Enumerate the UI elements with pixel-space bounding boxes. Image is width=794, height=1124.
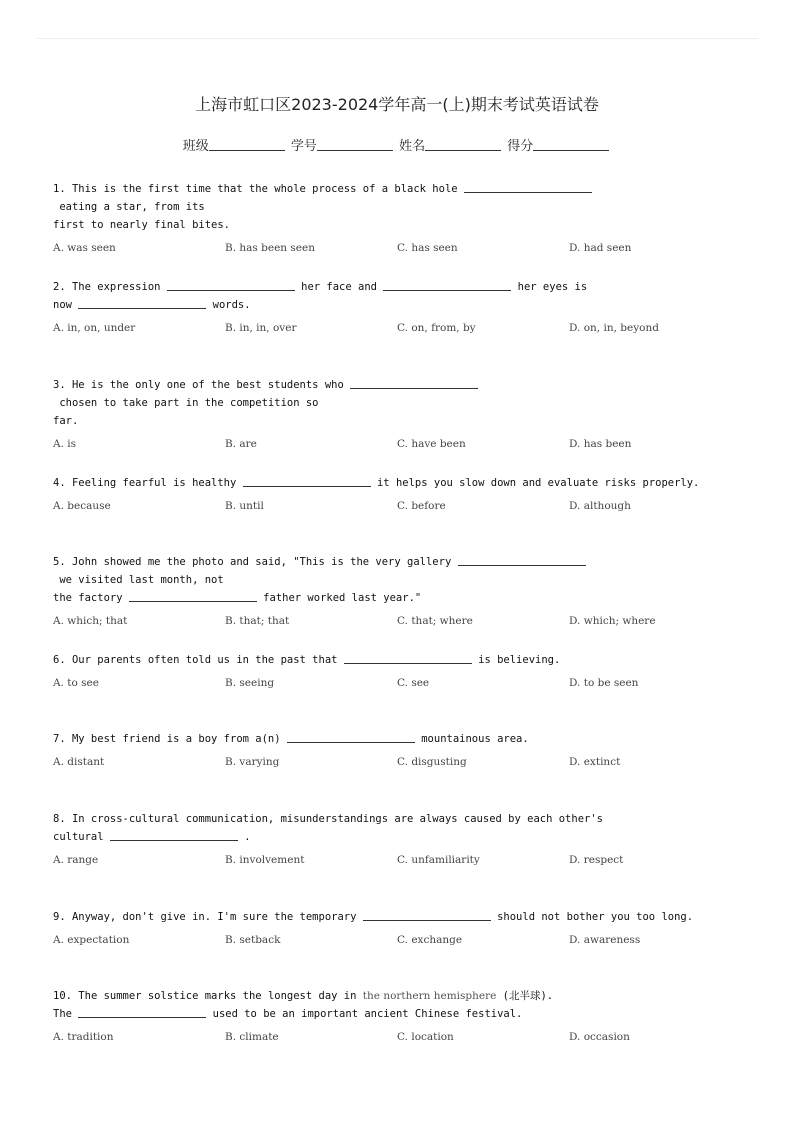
- stem-text: cultural: [53, 831, 110, 843]
- answer-blank[interactable]: [78, 1006, 206, 1018]
- info-class-line[interactable]: [209, 138, 285, 151]
- question-2: [53, 278, 743, 340]
- stem-text: .: [237, 831, 251, 843]
- option-d[interactable]: D. has been: [569, 438, 632, 450]
- option-c[interactable]: C. exchange: [397, 934, 463, 946]
- option-a[interactable]: A. because: [53, 500, 111, 512]
- option-c[interactable]: C. disgusting: [397, 756, 467, 768]
- question-stem-line: [53, 908, 743, 926]
- question-number: 6.: [53, 654, 72, 666]
- option-c[interactable]: C. that; where: [397, 615, 473, 627]
- option-c[interactable]: C. unfamiliarity: [397, 854, 480, 866]
- question-stem-line: [53, 651, 743, 669]
- option-d[interactable]: D. extinct: [569, 756, 621, 768]
- stem-text: He is the only one of the best students who: [71, 379, 351, 391]
- info-id-label: 学号: [290, 139, 317, 154]
- question-number: 9.: [53, 911, 72, 923]
- question-stem-line: [53, 278, 743, 296]
- answer-blank[interactable]: [363, 909, 491, 921]
- option-c[interactable]: C. see: [397, 677, 430, 689]
- page-title: 上海市虹口区2023-2024学年高一(上)期末考试英语试卷: [195, 95, 599, 114]
- option-a[interactable]: A. is: [53, 438, 77, 450]
- stem-text: her face and: [294, 281, 384, 293]
- answer-blank[interactable]: [458, 554, 586, 566]
- options-row: [53, 500, 743, 518]
- stem-text: mountainous area.: [414, 733, 529, 745]
- question-number: 1.: [53, 183, 72, 195]
- stem-text: (北半球).: [496, 990, 554, 1002]
- option-d[interactable]: D. to be seen: [569, 677, 639, 689]
- stem-text: should not bother you too long.: [490, 911, 694, 923]
- question-number: 8.: [53, 813, 72, 825]
- option-b[interactable]: B. until: [225, 500, 264, 512]
- option-b[interactable]: B. seeing: [225, 677, 275, 689]
- option-c[interactable]: C. have been: [397, 438, 466, 450]
- option-a[interactable]: A. which; that: [53, 615, 128, 627]
- option-d[interactable]: D. although: [569, 500, 631, 512]
- stem-text: her eyes is: [511, 281, 588, 293]
- question-stem-line: [53, 828, 743, 846]
- stem-text: used to be an important ancient Chinese festival.: [206, 1008, 523, 1020]
- question-8: [53, 810, 743, 872]
- question-number: 5.: [53, 556, 72, 568]
- answer-blank[interactable]: [110, 829, 238, 841]
- stem-text: chosen to take part in the competition so: [53, 397, 319, 409]
- question-stem-line: [53, 180, 743, 216]
- answer-blank[interactable]: [287, 731, 415, 743]
- stem-text: the factory: [53, 592, 129, 604]
- answer-blank[interactable]: [167, 279, 295, 291]
- question-stem-line: [53, 810, 743, 828]
- stem-text: This is the first time that the whole process of a black hole: [71, 183, 464, 195]
- options-row: [53, 438, 743, 456]
- stem-text: far.: [53, 415, 79, 427]
- question-stem-line: [53, 730, 743, 748]
- stem-text: In cross-cultural communication, misunderstandings are always caused by each other's: [71, 813, 603, 825]
- info-id-line[interactable]: [317, 138, 393, 151]
- stem-text: is believing.: [471, 654, 561, 666]
- highlighted-term: the northern hemisphere: [362, 990, 497, 1002]
- question-10: [53, 987, 743, 1049]
- options-row: [53, 854, 743, 872]
- question-9: [53, 908, 743, 952]
- info-name-label: 姓名: [399, 139, 426, 154]
- question-stem-line: [53, 1005, 743, 1023]
- option-a[interactable]: A. tradition: [53, 1031, 114, 1043]
- stem-text: The expression: [71, 281, 167, 293]
- answer-blank[interactable]: [344, 652, 472, 664]
- stem-text: first to nearly final bites.: [53, 219, 231, 231]
- stem-text: it helps you slow down and evaluate risks properly.: [370, 477, 700, 489]
- stem-text: words.: [206, 299, 251, 311]
- option-b[interactable]: B. varying: [225, 756, 280, 768]
- question-4: [53, 474, 743, 518]
- stem-text: now: [53, 299, 79, 311]
- option-c[interactable]: C. on, from, by: [397, 322, 476, 334]
- stem-text: The: [53, 1008, 79, 1020]
- option-c[interactable]: C. location: [397, 1031, 454, 1043]
- stem-text: father worked last year.": [256, 592, 422, 604]
- option-b[interactable]: B. involvement: [225, 854, 305, 866]
- question-stem-line: [53, 553, 743, 589]
- options-row: [53, 322, 743, 340]
- stem-text: John showed me the photo and said, "This is the very gallery: [71, 556, 458, 568]
- option-c[interactable]: C. before: [397, 500, 446, 512]
- question-stem-line: [53, 474, 743, 492]
- info-name-line[interactable]: [425, 138, 501, 151]
- question-6: [53, 651, 743, 695]
- options-row: [53, 615, 743, 633]
- answer-blank[interactable]: [129, 590, 257, 602]
- top-divider: [36, 38, 758, 39]
- question-stem-line: [53, 987, 743, 1005]
- question-stem-line: [53, 376, 743, 412]
- option-d[interactable]: D. awareness: [569, 934, 641, 946]
- option-b[interactable]: B. setback: [225, 934, 281, 946]
- option-b[interactable]: B. are: [225, 438, 257, 450]
- option-a[interactable]: A. was seen: [53, 242, 116, 254]
- option-a[interactable]: A. to see: [53, 677, 99, 689]
- answer-blank[interactable]: [464, 181, 592, 193]
- option-d[interactable]: D. which; where: [569, 615, 656, 627]
- option-a[interactable]: A. range: [53, 854, 99, 866]
- stem-text: Feeling fearful is healthy: [71, 477, 243, 489]
- option-a[interactable]: A. in, on, under: [53, 322, 136, 334]
- info-score-label: 得分: [507, 139, 534, 154]
- option-b[interactable]: B. in, in, over: [225, 322, 297, 334]
- question-5: [53, 553, 743, 633]
- question-1: [53, 180, 743, 260]
- stem-text: we visited last month, not: [53, 574, 224, 586]
- question-3: [53, 376, 743, 456]
- question-7: [53, 730, 743, 774]
- option-b[interactable]: B. has been seen: [225, 242, 315, 254]
- info-score-line[interactable]: [533, 138, 609, 151]
- options-row: [53, 756, 743, 774]
- option-d[interactable]: D. occasion: [569, 1031, 630, 1043]
- option-d[interactable]: D. on, in, beyond: [569, 322, 659, 334]
- option-b[interactable]: B. climate: [225, 1031, 279, 1043]
- option-d[interactable]: D. respect: [569, 854, 624, 866]
- stem-text: Anyway, don't give in. I'm sure the temporary: [71, 911, 363, 923]
- stem-text: eating a star, from its: [53, 201, 205, 213]
- answer-blank[interactable]: [78, 297, 206, 309]
- answer-blank[interactable]: [350, 377, 478, 389]
- question-number: 7.: [53, 733, 72, 745]
- question-stem-line: [53, 589, 743, 607]
- stem-text: My best friend is a boy from a(n): [71, 733, 287, 745]
- options-row: [53, 1031, 743, 1049]
- answer-blank[interactable]: [383, 279, 511, 291]
- option-b[interactable]: B. that; that: [225, 615, 290, 627]
- stem-text: Our parents often told us in the past that: [71, 654, 344, 666]
- question-stem-line: [53, 296, 743, 314]
- answer-blank[interactable]: [243, 475, 371, 487]
- stem-text: The summer solstice marks the longest day in: [78, 990, 363, 1002]
- options-row: [53, 934, 743, 952]
- option-a[interactable]: A. distant: [53, 756, 105, 768]
- option-a[interactable]: A. expectation: [53, 934, 130, 946]
- question-stem-line: [53, 216, 743, 234]
- question-number: 4.: [53, 477, 72, 489]
- option-c[interactable]: C. has seen: [397, 242, 458, 254]
- info-class-label: 班级: [182, 139, 209, 154]
- question-number: 10.: [53, 990, 79, 1002]
- question-number: 2.: [53, 281, 72, 293]
- options-row: [53, 677, 743, 695]
- question-number: 3.: [53, 379, 72, 391]
- question-stem-line: [53, 412, 743, 430]
- student-info-row: [0, 135, 794, 154]
- options-row: [53, 242, 743, 260]
- option-d[interactable]: D. had seen: [569, 242, 632, 254]
